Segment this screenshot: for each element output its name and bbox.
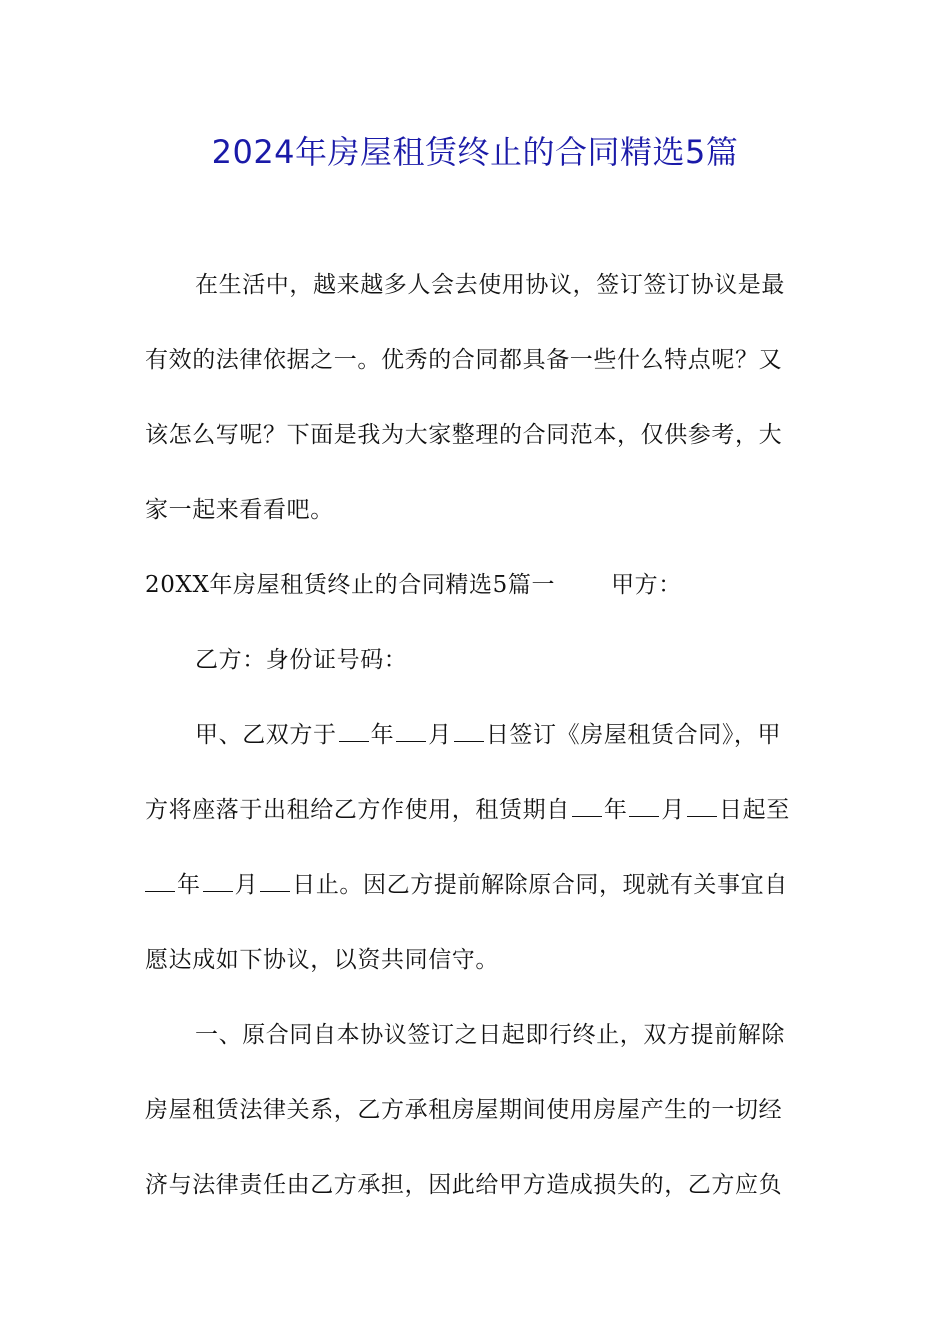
para1-text: 月 bbox=[428, 722, 452, 748]
blank-field bbox=[572, 792, 602, 817]
para1-text: 方将座落于出租给乙方作使用，租赁期自 bbox=[145, 797, 570, 823]
clause1-line-3: 济与法律责任由乙方承担，因此给甲方造成损失的，乙方应负 bbox=[145, 1172, 783, 1198]
party-b-label: 乙方：身份证号码： bbox=[195, 647, 408, 673]
para1-text: 月 bbox=[661, 797, 686, 823]
section-heading-line bbox=[145, 565, 810, 605]
intro-line-4: 家一起来看看吧。 bbox=[145, 497, 334, 523]
blank-field bbox=[454, 717, 484, 742]
blank-field bbox=[629, 792, 659, 817]
blank-field bbox=[260, 867, 290, 892]
para1-text: 年 bbox=[370, 722, 395, 748]
blank-field bbox=[687, 792, 717, 817]
party-a-label: 甲方： bbox=[611, 572, 682, 598]
para1-text: 年 bbox=[603, 797, 628, 823]
para1-text: 甲、乙双方于 bbox=[195, 722, 337, 748]
para1-text: 月 bbox=[234, 872, 259, 898]
blank-field bbox=[203, 867, 233, 892]
para1-line-2 bbox=[145, 790, 810, 830]
para1-line-3 bbox=[145, 865, 810, 905]
blank-field bbox=[396, 717, 426, 742]
section-heading: 20XX年房屋租赁终止的合同精选5篇一 bbox=[145, 572, 556, 598]
clause1-line-2: 房屋租赁法律关系，乙方承租房屋期间使用房屋产生的一切经 bbox=[145, 1097, 783, 1123]
para1-text: 日止。因乙方提前解除原合同，现就有关事宜自 bbox=[292, 872, 788, 898]
blank-field bbox=[339, 717, 369, 742]
para1-text: 日签订《房屋租赁合同》，甲 bbox=[485, 722, 782, 748]
intro-line-3: 该怎么写呢？下面是我为大家整理的合同范本，仅供参考，大 bbox=[145, 422, 783, 448]
para1-line-4: 愿达成如下协议，以资共同信守。 bbox=[145, 947, 499, 973]
intro-line-1: 在生活中，越来越多人会去使用协议，签订签订协议是最 bbox=[195, 272, 785, 298]
clause1-line-1: 一、原合同自本协议签订之日起即行终止，双方提前解除 bbox=[195, 1022, 785, 1048]
document-title: 2024年房屋租赁终止的合同精选5篇 bbox=[211, 133, 739, 171]
blank-field bbox=[145, 867, 175, 892]
intro-line-2: 有效的法律依据之一。优秀的合同都具备一些什么特点呢？又 bbox=[145, 347, 783, 373]
para1-text: 年 bbox=[177, 872, 201, 898]
para1-text: 日起至 bbox=[719, 797, 790, 823]
para1-line-1 bbox=[195, 715, 810, 755]
